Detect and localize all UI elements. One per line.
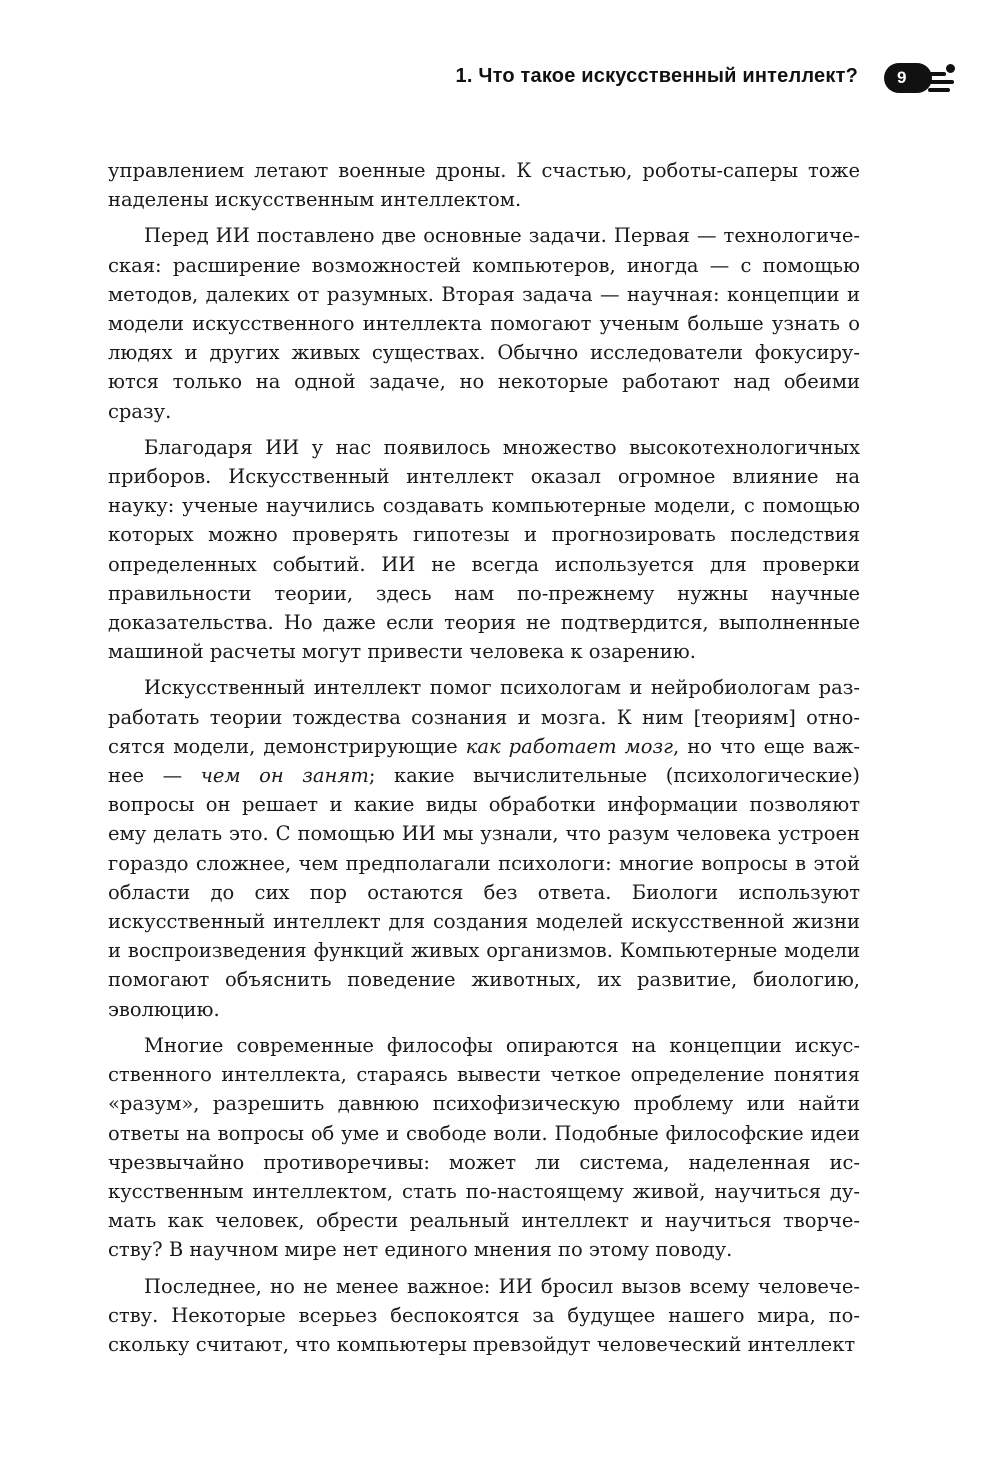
page-number: 9 <box>897 68 907 87</box>
decorative-line-icon <box>928 80 954 84</box>
text-run: Искусственный интеллект помог психологам и нейробиологам разработать теории тождества сознания и мозга. К ним [теориям] относятся модели, демонстрирующие <box>108 676 860 758</box>
paragraph <box>108 673 860 1023</box>
paragraph <box>108 156 860 214</box>
decorative-line-icon <box>928 88 950 92</box>
text-run: , но что еще важнее — <box>108 734 860 788</box>
decorative-line-icon <box>928 72 946 76</box>
italic-text-run: чем он занят <box>200 764 369 788</box>
text-run: Последнее, но не менее важное: ИИ бросил вызов всему человечеству. Некоторые всерьез беспокоятся за будущее нашего мира, поскольку считают, что компьютеры превзойдут человеческий интеллект <box>108 1274 860 1356</box>
running-header-chapter-title: 1. Что такое искусственный интеллект? <box>455 65 858 87</box>
text-run: ; какие вычислительные (психологические) вопросы он решает и какие виды обработки информации позволяют ему делать это. С помощью ИИ мы узнали, что разум человека устроен гораздо сложнее, чем предполагали психологи: многие вопросы в этой области до сих пор остаются без ответа. Биологи используют искусственный интеллект для создания моделей искусственной жизни и воспроизведения функций живых организмов. Компьютерные модели помогают объяснить поведение животных, их развитие, биологию, эволюцию. <box>108 764 861 1021</box>
paragraph <box>108 221 860 425</box>
decorative-dot-icon <box>946 64 955 73</box>
paragraph <box>108 1031 860 1265</box>
italic-text-run: как работает мозг <box>465 734 674 758</box>
paragraph <box>108 1272 860 1360</box>
text-run: Благодаря ИИ у нас появилось множество высокотехнологичных приборов. Искусственный интеллект оказал огромное влияние на науку: ученые научились создавать компьютерные модели, с помощью которых можно проверять гипотезы и прогнозировать последствия определенных событий. ИИ не всегда используется для проверки правильности теории, здесь нам по-прежнему нужны научные доказательства. Но даже если теория не подтвердится, выполненные машиной расчеты могут привести человека к озарению. <box>108 435 860 664</box>
body-text <box>108 156 860 1359</box>
text-run: Перед ИИ поставлено две основные задачи. Первая — технологическая: расширение возможностей компьютеров, иногда — с помощью методов, далеких от разумных. Вторая задача — научная: концепции и модели искусственного интеллекта помогают ученым больше узнать о людях и других живых существах. Обычно исследователи фокусируются только на одной задаче, но некоторые работают над обеими сразу. <box>108 224 860 423</box>
paragraph <box>108 433 860 667</box>
text-run: Многие современные философы опираются на концепции искусственного интеллекта, стараясь вывести четкое определение понятия «разум», разрешить давнюю психофизическую проблему или найти ответы на вопросы об уме и свободе воли. Подобные философские идеи чрезвычайно противоречивы: может ли система, наделенная искусственным интеллектом, стать по-настоящему живой, научиться думать как человек, обрести реальный интеллект и научиться творчеству? В научном мире нет единого мнения по этому поводу. <box>108 1033 860 1262</box>
page-number-pill <box>884 63 932 93</box>
page-number-badge <box>884 63 954 93</box>
text-run: управлением летают военные дроны. К счастью, роботы-саперы тоже наделены искусственным интеллектом. <box>108 159 860 212</box>
